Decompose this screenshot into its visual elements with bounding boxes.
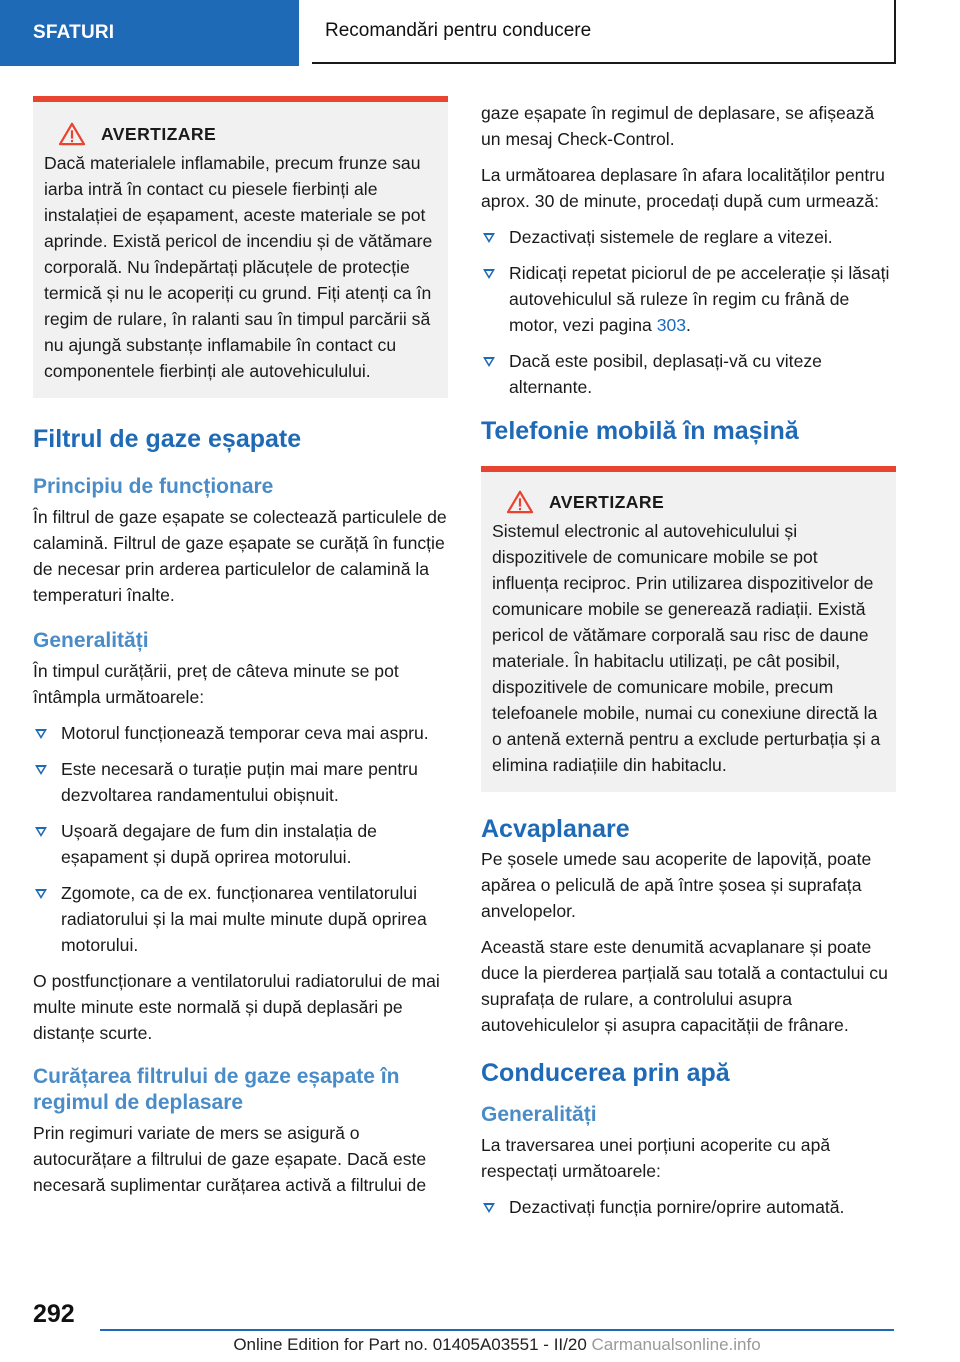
warning-text: Sistemul electronic al autovehiculului și dispozitivele de comunicare mobile se pot influența reciproc. Prin utilizarea dispozitivelor de comunicare mobile se generează radiații. Există pericol de vătămare corporală sau risc de daune materiale. În habitaclu utilizați, pe cât posibil, dispozitivele de comunicare mobile, precum telefoanele mobile, numai cu conexiune directă la o antenă externă pentru a exclude perturbația și a elimina radiațiile din habitaclu. [492, 521, 881, 775]
warning-text: Dacă materialele inflamabile, precum frunze sau iarba intră în contact cu piesele fierbinți ale instalației de eșapament, aceste materiale se pot aprinde. Există pericol de incendiu și de vătămare corporală. Nu îndepărtați plăcuțele de protecție termică și nu le acoperiți cu grund. Fiți atenți ca în regim de rulare, în ralanti sau în timpul parcării să nu ajungă substanțe inflamabile în contact cu componentele fierbinți ale autovehiculului. [44, 153, 433, 381]
list-item: Ușoară degajare de fum din instalația de eșapament și după oprirea motorului. [33, 818, 448, 870]
list-item: Dacă este posibil, deplasați-vă cu viteze alternante. [481, 348, 896, 400]
list-item: Zgomote, ca de ex. funcționarea ventilatorului radiatorului și la mai multe minute după oprirea motorului. [33, 880, 448, 958]
bullet-list-cleaning-effects [33, 720, 448, 958]
bullet-triangle-icon [483, 357, 495, 367]
paragraph-check-control: gaze eșapate în regimul de deplasare, se afișează un mesaj Check-Control. [481, 103, 875, 149]
heading-exhaust-filter: Filtrul de gaze eșapate [33, 425, 302, 453]
section-tab: SFATURI [0, 0, 299, 66]
warning-header [492, 490, 885, 514]
page-header [0, 0, 960, 66]
bullet-triangle-icon [483, 1203, 495, 1213]
heading-operating-principle: Principiu de funcționare [33, 475, 274, 498]
list-item: Dezactivați funcția pornire/oprire automată. [481, 1194, 896, 1220]
bullet-list-drive-steps [481, 224, 896, 400]
bullet-triangle-icon [35, 827, 47, 837]
paragraph-general: În timpul curățării, preț de câteva minute se pot întâmpla următoarele: [33, 661, 399, 707]
page-link-303[interactable]: 303 [656, 315, 687, 335]
heading-general: Generalități [33, 629, 149, 652]
paragraph-fan-afterrun: O postfuncționare a ventilatorului radiatorului de mai multe minute este normală și după deplasări pe distanțe scurte. [33, 971, 440, 1043]
bullet-triangle-icon [35, 729, 47, 739]
warning-triangle-icon [505, 490, 535, 514]
heading-driving-through-water: Conducerea prin apă [481, 1059, 730, 1087]
list-item: Motorul funcționează temporar ceva mai aspru. [33, 720, 448, 746]
list-item: Este necesară o turație puțin mai mare pentru dezvoltarea randamentului obișnuit. [33, 756, 448, 808]
right-column [481, 100, 896, 1230]
left-column [33, 96, 448, 1208]
footer [100, 1335, 894, 1355]
heading-water-general: Generalități [481, 1103, 597, 1126]
paragraph-principle: În filtrul de gaze eșapate se colectează particulele de calamină. Filtrul de gaze eșapate se curăță în funcție de necesar prin arderea particulelor de calamină la temperaturi înalte. [33, 507, 447, 605]
bullet-triangle-icon [483, 269, 495, 279]
warning-header [44, 122, 437, 146]
warning-box-radiation [481, 466, 896, 792]
watermark-text: Carmanualsonline.info [591, 1335, 761, 1354]
paragraph-filter-cleaning: Prin regimuri variate de mers se asigură o autocurățare a filtrului de gaze eșapate. Dacă este necesară suplimentar curățarea activă a filtrului de [33, 1123, 427, 1195]
paragraph-aquaplaning-1: Pe șosele umede sau acoperite de lapoviță, poate apărea o peliculă de apă între șosea și suprafața anvelopelor. [481, 849, 872, 921]
heading-filter-cleaning: Curățarea filtrului de gaze eșapate în regimul de deplasare [33, 1065, 400, 1114]
footer-divider [100, 1329, 894, 1331]
paragraph-water: La traversarea unei porțiuni acoperite cu apă respectați următoarele: [481, 1135, 831, 1181]
bullet-triangle-icon [483, 233, 495, 243]
chapter-title: Recomandări pentru conducere [312, 0, 896, 64]
heading-aquaplaning: Acvaplanare [481, 815, 630, 843]
list-item: Ridicați repetat piciorul de pe accelerație și lăsați autovehiculul să ruleze în regim cu frână de motor, vezi pagina 303. [481, 260, 896, 338]
paragraph-aquaplaning-2: Această stare este denumită acvaplanare și poate duce la pierderea parțială sau totală a contactului cu suprafața de rulare, a controlului asupra autovehiculelor și asupra capacității de frânare. [481, 937, 888, 1035]
paragraph-next-drive: La următoarea deplasare în afara localităților pentru aprox. 30 de minute, procedați după cum urmează: [481, 165, 885, 211]
warning-title: AVERTIZARE [101, 123, 217, 144]
page-number: 292 [33, 1300, 75, 1328]
heading-mobile-phone: Telefonie mobilă în mașină [481, 417, 799, 445]
warning-box-fire [33, 96, 448, 398]
warning-triangle-icon [57, 122, 87, 146]
list-item: Dezactivați sistemele de reglare a vitezei. [481, 224, 896, 250]
edition-text: Online Edition for Part no. 01405A03551 - II/20 [233, 1335, 587, 1354]
warning-title: AVERTIZARE [549, 491, 665, 512]
bullet-triangle-icon [35, 765, 47, 775]
bullet-list-water [481, 1194, 896, 1220]
bullet-triangle-icon [35, 889, 47, 899]
